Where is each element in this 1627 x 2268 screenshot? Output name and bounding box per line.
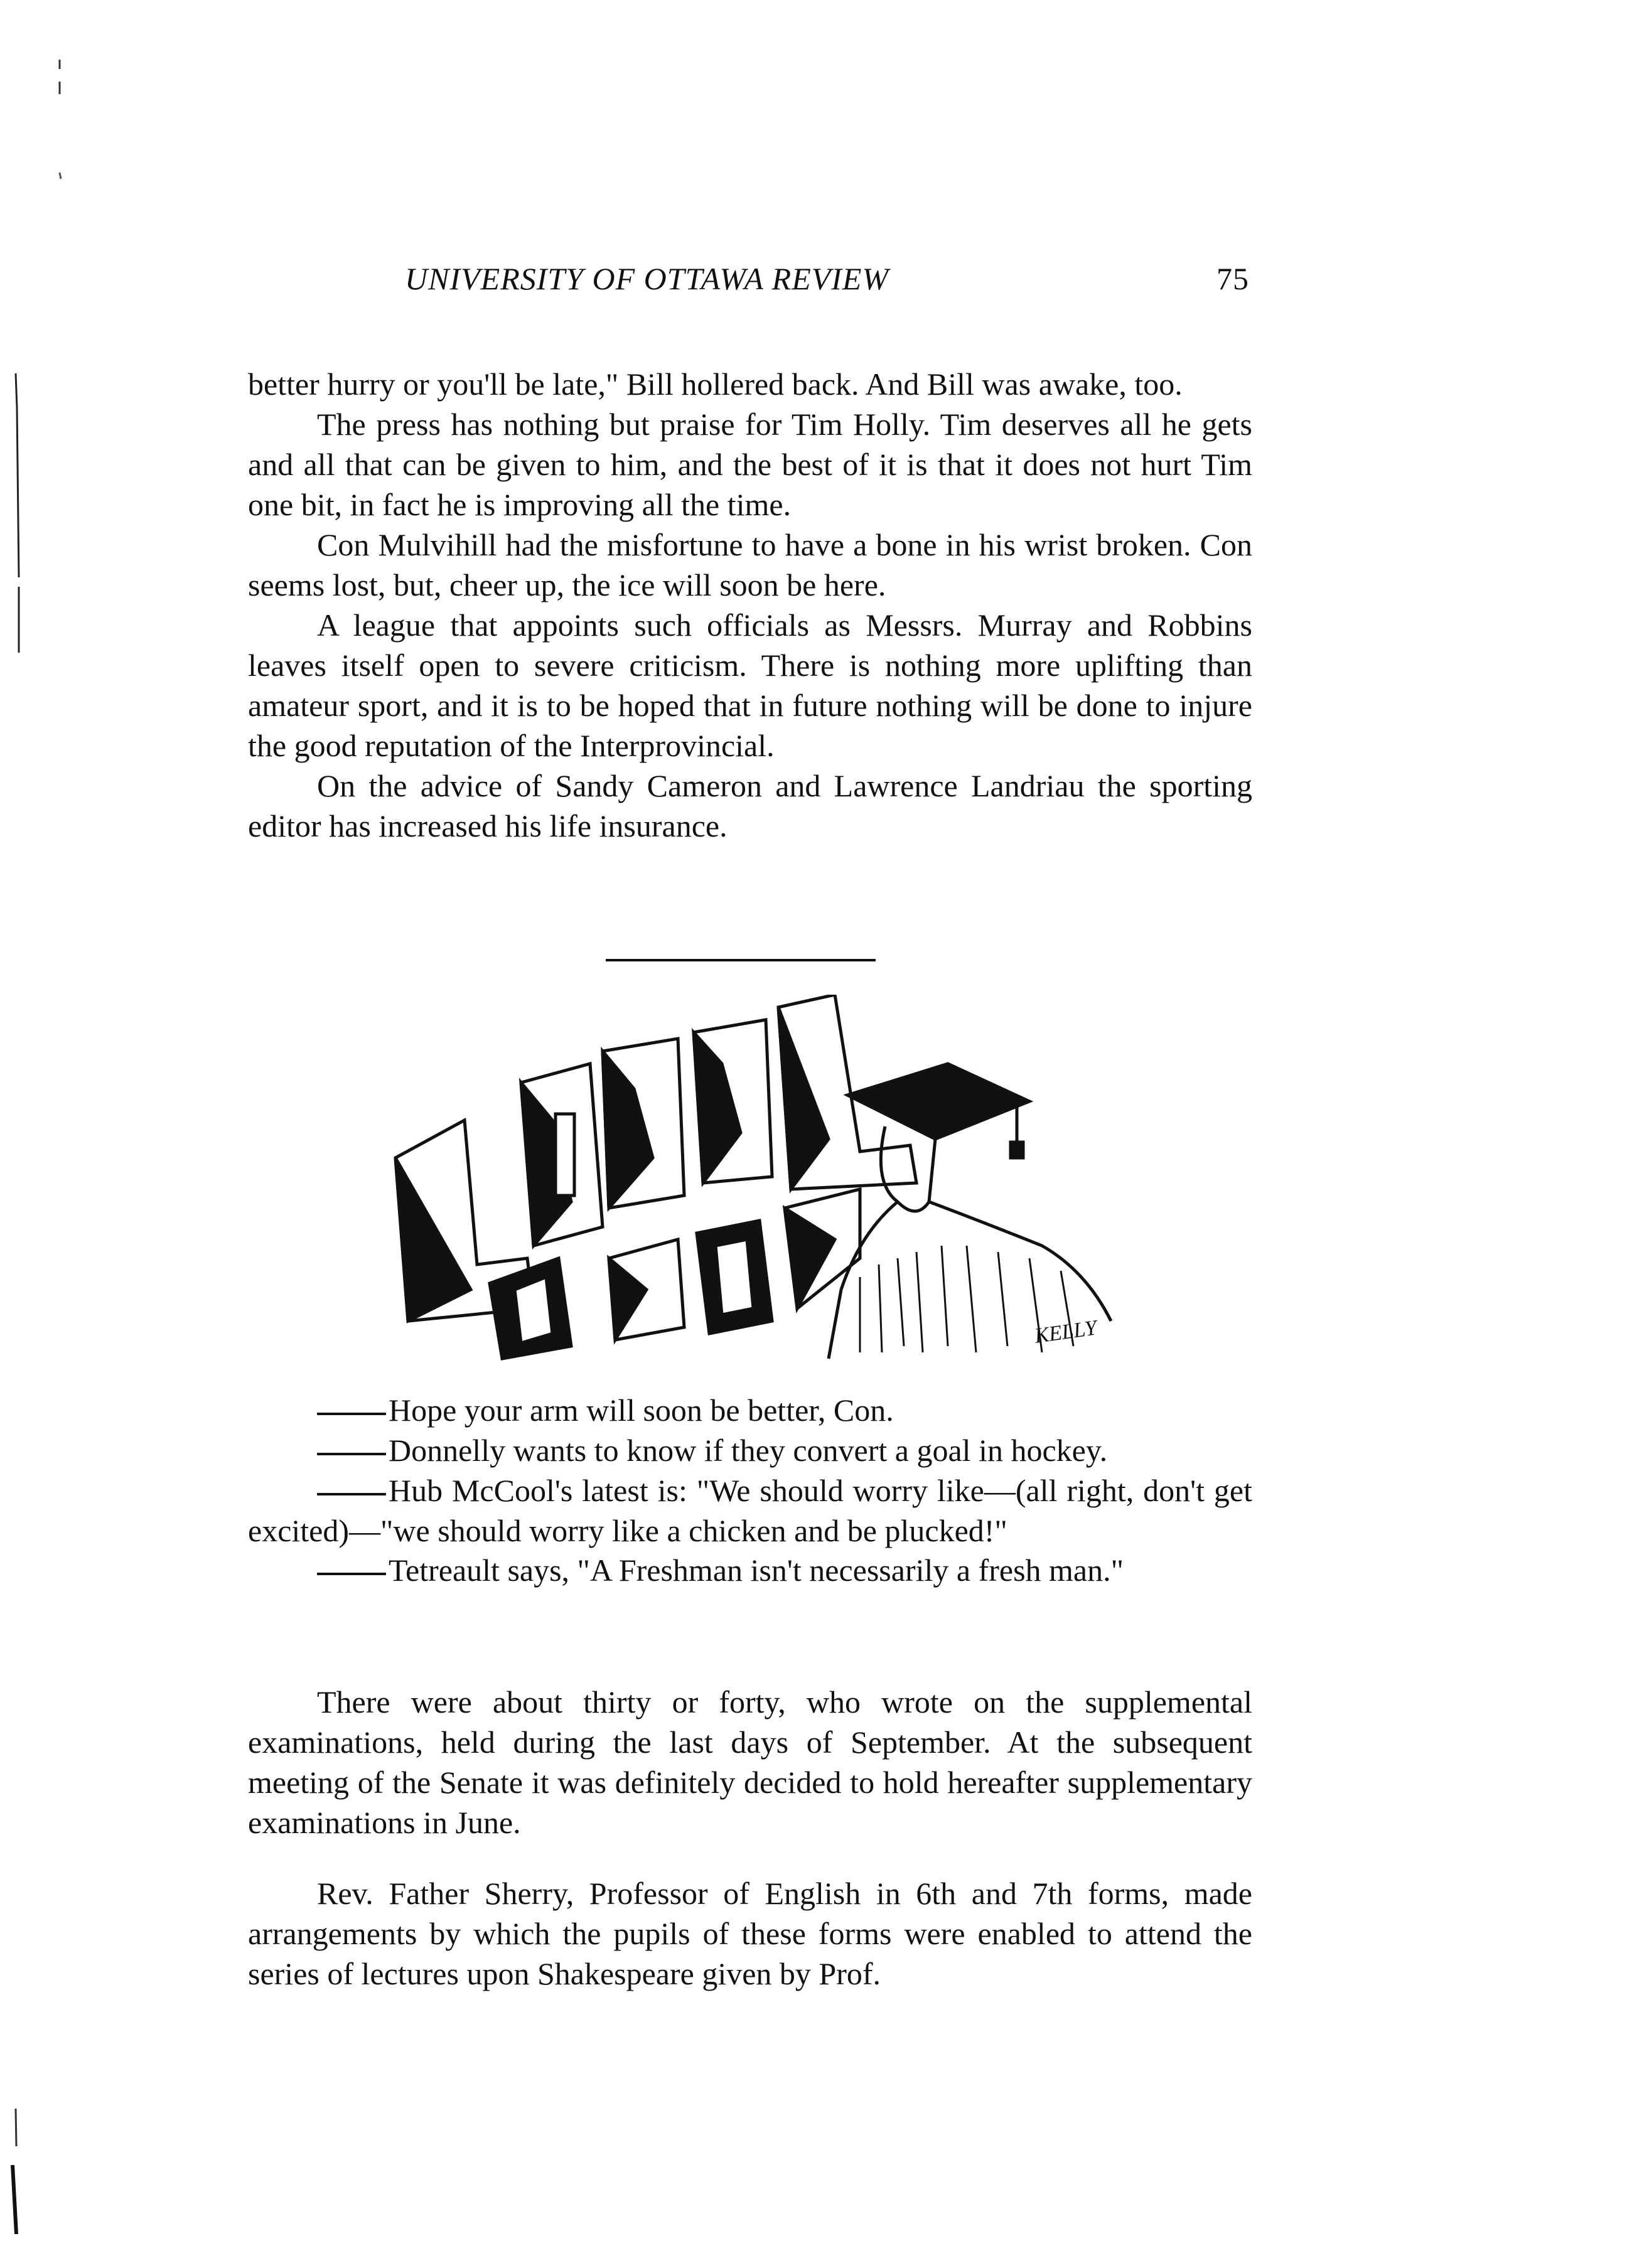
sports-notes-block bbox=[248, 364, 1252, 846]
local-items-block bbox=[248, 1390, 1252, 1551]
paragraph: A league that appoints such officials as Messrs. Murray and Robbins leaves itself open to severe criticism. There is nothing more uplifting than amateur sport, and it is to be hoped that in future nothing will be done to injure the good reputation of the Interprovincial. bbox=[248, 607, 1252, 763]
page-number: 75 bbox=[1216, 261, 1249, 296]
letter-o bbox=[521, 1064, 603, 1246]
paragraph: The press has nothing but praise for Tim Holly. Tim deserves all he gets and all that can be given to him, and the best of it is that it does not hurt Tim one bit, in fact he is improving all the time. bbox=[248, 407, 1252, 522]
em-dash-rule bbox=[317, 1573, 386, 1575]
illustration-signature: KELLY bbox=[1033, 1316, 1098, 1348]
paragraph: better hurry or you'll be late," Bill hollered back. And Bill was awake, too. bbox=[248, 366, 1183, 402]
local-item: Donnelly wants to know if they convert a goal in hockey. bbox=[248, 1430, 1252, 1470]
graduate-figure bbox=[829, 1064, 1111, 1359]
paragraph: There were about thirty or forty, who wrote on the supplemental examinations, held during the last days of September. At the subsequent meeting of the Senate it was definitely decided to hold hereafter supplementary examinations in June. bbox=[248, 1684, 1252, 1840]
em-dash-rule bbox=[317, 1413, 386, 1415]
paragraph: On the advice of Sandy Cameron and Lawrence Landriau the sporting editor has increased his life insurance. bbox=[248, 768, 1252, 843]
local-news-illustration bbox=[383, 995, 1155, 1365]
em-dash-rule bbox=[317, 1493, 386, 1495]
running-header bbox=[248, 260, 1249, 304]
sherry-block bbox=[248, 1873, 1252, 1994]
letter-a bbox=[694, 1020, 772, 1183]
local-item: Hub McCool's latest is: "We should worry like—(all right, don't get excited)—"we should worry like a chicken and be plucked!" bbox=[248, 1473, 1252, 1548]
section-divider bbox=[606, 959, 876, 961]
letter-c bbox=[603, 1039, 684, 1208]
exams-block bbox=[248, 1682, 1252, 1843]
scan-margin-marks bbox=[0, 0, 88, 2268]
running-title: UNIVERSITY OF OTTAWA REVIEW bbox=[405, 261, 889, 296]
em-dash-rule bbox=[317, 1453, 386, 1455]
local-item-tetreault bbox=[248, 1550, 1252, 1590]
local-item: Hope your arm will soon be better, Con. bbox=[248, 1390, 1252, 1430]
local-item: Tetreault says, "A Freshman isn't necessarily a fresh man." bbox=[248, 1550, 1252, 1590]
paragraph: Rev. Father Sherry, Professor of English in 6th and 7th forms, made arrangements by which the pupils of these forms were enabled to attend the series of lectures upon Shakespeare given by Prof. bbox=[248, 1876, 1252, 1991]
paragraph: Con Mulvihill had the misfortune to have a bone in his wrist broken. Con seems lost, but, cheer up, the ice will soon be here. bbox=[248, 527, 1252, 602]
